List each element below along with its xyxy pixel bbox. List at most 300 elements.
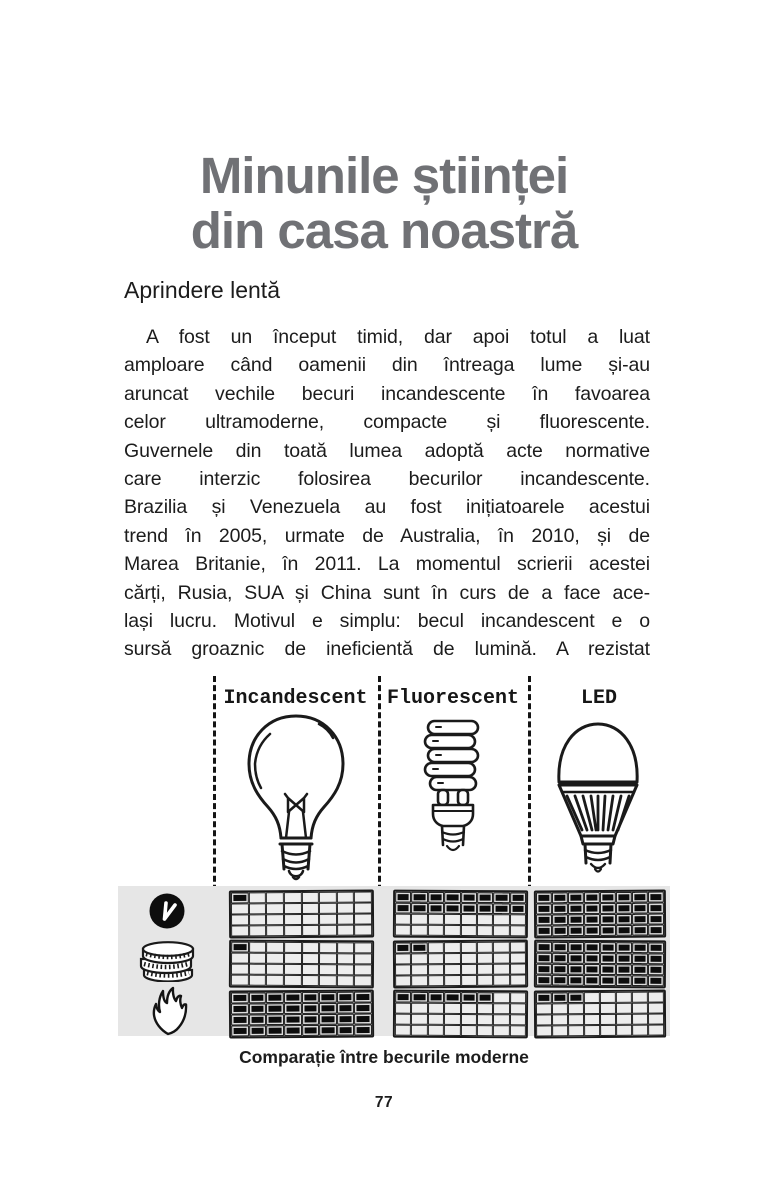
grid-cell-empty xyxy=(510,953,526,964)
grid-cell-filled xyxy=(319,1014,337,1025)
grid-cell-filled xyxy=(584,925,600,936)
grid-cell-filled xyxy=(600,942,616,953)
grid-cell-filled xyxy=(395,892,411,903)
grid-cell-empty xyxy=(337,892,355,903)
grid-cell-filled xyxy=(266,1025,284,1036)
page-number: 77 xyxy=(374,1094,394,1111)
grid-cell-filled xyxy=(600,953,616,964)
grid-cell-empty xyxy=(354,975,372,986)
grid-cell-filled xyxy=(461,903,477,914)
grid-cell-empty xyxy=(493,1014,509,1025)
grid-cell-empty xyxy=(460,953,476,964)
grid-cell-empty xyxy=(337,942,355,953)
grid-cell-empty xyxy=(354,925,372,936)
grid-cell-empty xyxy=(337,903,355,914)
grid-cell-filled xyxy=(600,903,616,914)
grid-cell-empty xyxy=(493,942,509,953)
grid-cell-empty xyxy=(584,992,600,1003)
grid-cell-empty xyxy=(616,992,632,1003)
grid-cell-empty xyxy=(510,1003,526,1014)
grid-cell-empty xyxy=(319,975,337,986)
grid-clock-incandescent xyxy=(229,889,374,938)
grid-cell-empty xyxy=(461,964,477,975)
coins-icon xyxy=(139,940,197,982)
grid-cell-filled xyxy=(616,892,632,903)
grid-cell-empty xyxy=(460,914,476,925)
grid-cell-filled xyxy=(552,914,568,925)
grid-cell-filled xyxy=(337,1025,355,1036)
grid-cell-filled xyxy=(444,892,460,903)
grid-cell-empty xyxy=(536,1014,552,1025)
grid-cell-empty xyxy=(632,1014,648,1025)
grid-cell-empty xyxy=(536,1025,552,1036)
grid-cell-empty xyxy=(395,975,411,986)
grid-cell-empty xyxy=(552,1014,568,1025)
grid-cell-filled xyxy=(284,992,302,1003)
column-label-incandescent: Incandescent xyxy=(223,687,368,710)
grid-cell-empty xyxy=(568,1003,584,1014)
paragraph-line: lași lucru. Motivul e simplu: becul incandescent e o xyxy=(124,609,650,632)
grid-cell-filled xyxy=(616,953,632,964)
grid-cell-filled xyxy=(536,925,552,936)
grid-cell-empty xyxy=(444,914,460,925)
grid-cell-empty xyxy=(600,1025,616,1036)
grid-cell-empty xyxy=(632,1025,648,1036)
grid-cell-empty xyxy=(411,1025,427,1036)
grid-cell-empty xyxy=(509,925,525,936)
grid-cell-filled xyxy=(632,942,648,953)
grid-cell-empty xyxy=(616,1003,632,1014)
grid-cell-empty xyxy=(460,925,476,936)
grid-cell-filled xyxy=(461,892,477,903)
grid-cell-filled xyxy=(632,964,648,975)
grid-cell-empty xyxy=(249,914,267,925)
grid-cell-empty xyxy=(428,942,444,953)
grid-cell-empty xyxy=(568,1014,584,1025)
grid-cell-empty xyxy=(284,925,302,936)
section-heading: Aprindere lentă xyxy=(124,277,280,303)
grid-cell-empty xyxy=(600,992,616,1003)
grid-cell-filled xyxy=(536,964,552,975)
grid-cell-filled xyxy=(552,925,568,936)
column-label-led: LED xyxy=(580,687,617,710)
grid-cell-filled xyxy=(411,892,427,903)
grid-cell-empty xyxy=(354,892,372,903)
grid-cell-empty xyxy=(411,925,427,936)
grid-cell-filled xyxy=(395,903,411,914)
grid-cell-filled xyxy=(600,914,616,925)
grid-cell-filled xyxy=(536,892,552,903)
grid-cell-filled xyxy=(568,914,584,925)
grid-cell-filled xyxy=(337,1003,355,1014)
cfl-spiral-bulb-icon xyxy=(422,718,484,874)
grid-cell-empty xyxy=(493,953,509,964)
grid-cell-filled xyxy=(648,975,664,986)
grid-cell-empty xyxy=(477,914,493,925)
grid-cell-filled xyxy=(477,903,493,914)
grid-cell-filled xyxy=(616,903,632,914)
grid-cell-empty xyxy=(584,1003,600,1014)
grid-cell-filled xyxy=(600,975,616,986)
grid-cell-filled xyxy=(428,992,444,1003)
grid-cell-filled xyxy=(648,914,664,925)
grid-cell-filled xyxy=(395,992,411,1003)
grid-cell-empty xyxy=(249,953,267,964)
grid-cell-filled xyxy=(231,1025,249,1036)
grid-cell-empty xyxy=(302,942,320,953)
grid-cell-filled xyxy=(284,1014,302,1025)
grid-cell-filled xyxy=(648,942,664,953)
grid-cell-empty xyxy=(266,942,284,953)
grid-cell-filled xyxy=(411,903,427,914)
grid-cell-empty xyxy=(395,914,411,925)
grid-cell-filled xyxy=(648,925,664,936)
grid-cell-filled xyxy=(493,892,509,903)
grid-cell-filled xyxy=(411,992,427,1003)
grid-cell-empty xyxy=(411,1014,427,1025)
grid-cell-filled xyxy=(510,892,526,903)
grid-cell-filled xyxy=(552,892,568,903)
grid-cell-empty xyxy=(584,1014,600,1025)
grid-cell-filled xyxy=(552,942,568,953)
grid-cell-filled xyxy=(584,953,600,964)
grid-cell-empty xyxy=(632,992,648,1003)
grid-cell-empty xyxy=(284,964,302,975)
grid-cell-empty xyxy=(552,1025,568,1036)
body-paragraph xyxy=(124,323,650,664)
grid-cell-filled xyxy=(552,903,568,914)
grid-cell-filled xyxy=(648,892,664,903)
grid-cell-empty xyxy=(493,1003,509,1014)
grid-cell-empty xyxy=(477,975,493,986)
grid-cell-filled xyxy=(584,964,600,975)
grid-cell-empty xyxy=(411,964,427,975)
page-title xyxy=(0,148,768,258)
grid-cell-filled xyxy=(568,925,584,936)
grid-cell-filled xyxy=(249,1014,267,1025)
grid-cell-filled xyxy=(632,975,648,986)
grid-coins-incandescent xyxy=(229,940,374,989)
grid-cell-empty xyxy=(266,953,284,964)
grid-cell-empty xyxy=(231,903,249,914)
grid-cell-filled xyxy=(584,892,600,903)
grid-cell-filled xyxy=(568,942,584,953)
grid-cell-empty xyxy=(319,942,337,953)
grid-cell-empty xyxy=(302,953,320,964)
grid-cell-empty xyxy=(477,1014,493,1025)
grid-cell-filled xyxy=(444,903,460,914)
grid-cell-empty xyxy=(510,964,526,975)
grid-cell-empty xyxy=(395,964,411,975)
grid-cell-filled xyxy=(319,1003,337,1014)
grid-cell-empty xyxy=(510,992,526,1003)
grid-cell-empty xyxy=(493,992,509,1003)
grid-cell-empty xyxy=(319,892,337,903)
grid-cell-empty xyxy=(477,925,493,936)
grid-cell-empty xyxy=(428,1025,444,1036)
grid-cell-empty xyxy=(648,1003,664,1014)
grid-cell-empty xyxy=(600,1014,616,1025)
grid-cell-empty xyxy=(302,914,320,925)
grid-coins-fluorescent xyxy=(393,940,528,989)
grid-cell-empty xyxy=(248,892,266,903)
grid-cell-filled xyxy=(632,925,648,936)
grid-cell-filled xyxy=(600,925,616,936)
grid-cell-filled xyxy=(302,1014,320,1025)
grid-cell-filled xyxy=(461,992,477,1003)
incandescent-bulb-icon xyxy=(240,712,352,884)
grid-cell-empty xyxy=(302,925,320,936)
figure-caption: Comparație între becurile moderne xyxy=(239,1047,529,1067)
grid-cell-filled xyxy=(648,964,664,975)
grid-cell-empty xyxy=(460,1014,476,1025)
grid-cell-empty xyxy=(249,903,267,914)
grid-cell-empty xyxy=(266,964,284,975)
grid-cell-empty xyxy=(249,964,267,975)
grid-cell-empty xyxy=(266,925,284,936)
grid-cell-filled xyxy=(337,1014,355,1025)
paragraph-line: care interzic folosirea becurilor incandescente. xyxy=(124,467,650,490)
paragraph-line: celor ultramoderne, compacte și fluorescente. xyxy=(124,411,650,434)
grid-cell-empty xyxy=(616,1025,632,1036)
grid-cell-filled xyxy=(266,1003,284,1014)
grid-cell-filled xyxy=(536,914,552,925)
grid-cell-empty xyxy=(231,964,249,975)
grid-cell-filled xyxy=(510,903,526,914)
paragraph-line: Guvernele din toată lumea adoptă acte normative xyxy=(124,439,650,462)
grid-cell-empty xyxy=(284,903,302,914)
grid-cell-empty xyxy=(337,975,355,986)
grid-cell-empty xyxy=(477,1025,493,1036)
paragraph-line: cărți, Rusia, SUA și China sunt în curs de a face ace- xyxy=(124,581,650,604)
grid-cell-empty xyxy=(477,964,493,975)
grid-cell-empty xyxy=(231,975,249,986)
grid-cell-filled xyxy=(231,992,249,1003)
grid-cell-filled xyxy=(411,942,427,953)
grid-cell-filled xyxy=(600,964,616,975)
grid-cell-empty xyxy=(231,953,249,964)
grid-cell-empty xyxy=(428,975,444,986)
grid-cell-filled xyxy=(248,992,266,1003)
grid-cell-empty xyxy=(301,964,319,975)
grid-cell-empty xyxy=(231,914,249,925)
grid-cell-filled xyxy=(632,914,648,925)
paragraph-line: Brazilia și Venezuela au fost inițiatoarele acestui xyxy=(124,496,650,519)
grid-cell-filled xyxy=(444,992,460,1003)
grid-cell-empty xyxy=(444,1003,460,1014)
grid-cell-filled xyxy=(584,975,600,986)
grid-cell-empty xyxy=(337,964,355,975)
grid-cell-filled xyxy=(319,1025,337,1036)
grid-cell-filled xyxy=(568,953,584,964)
grid-cell-empty xyxy=(411,975,427,986)
grid-cell-empty xyxy=(411,914,427,925)
grid-cell-empty xyxy=(444,975,460,986)
grid-cell-empty xyxy=(266,903,284,914)
grid-cell-empty xyxy=(284,892,302,903)
grid-cell-empty xyxy=(395,953,411,964)
grid-cell-empty xyxy=(266,914,284,925)
grid-cell-empty xyxy=(395,1014,411,1025)
grid-cell-empty xyxy=(444,1025,460,1036)
grid-cell-empty xyxy=(509,1025,525,1036)
title-line-1: Minunile științei xyxy=(199,147,569,205)
grid-cell-empty xyxy=(600,1003,616,1014)
grid-cell-filled xyxy=(616,942,632,953)
grid-cell-empty xyxy=(509,942,525,953)
grid-cell-empty xyxy=(428,914,444,925)
grid-cell-empty xyxy=(493,964,509,975)
grid-cell-filled xyxy=(249,1025,267,1036)
grid-flame-led xyxy=(534,990,666,1039)
grid-cell-empty xyxy=(477,942,493,953)
grid-cell-filled xyxy=(584,914,600,925)
grid-cell-filled xyxy=(552,975,568,986)
grid-cell-empty xyxy=(444,964,460,975)
grid-cell-filled xyxy=(231,942,249,953)
grid-cell-filled xyxy=(616,964,632,975)
paragraph-line: amploare când oamenii din întreaga lume și-au xyxy=(124,354,650,377)
grid-cell-empty xyxy=(428,925,444,936)
grid-cell-empty xyxy=(337,953,355,964)
grid-cell-filled xyxy=(648,903,664,914)
grid-cell-empty xyxy=(337,914,355,925)
grid-cell-filled xyxy=(632,903,648,914)
grid-cell-empty xyxy=(428,1003,444,1014)
grid-cell-empty xyxy=(249,942,267,953)
grid-cell-empty xyxy=(354,942,372,953)
grid-cell-filled xyxy=(266,1014,284,1025)
grid-cell-filled xyxy=(632,892,648,903)
grid-cell-filled xyxy=(428,892,444,903)
grid-cell-empty xyxy=(284,914,302,925)
paragraph-line: trend în 2005, urmate de Australia, în 2010, și de xyxy=(124,524,650,547)
grid-cell-filled xyxy=(648,953,664,964)
grid-cell-filled xyxy=(302,1025,320,1036)
grid-cell-filled xyxy=(536,942,552,953)
grid-cell-filled xyxy=(477,892,493,903)
grid-cell-empty xyxy=(395,1025,411,1036)
grid-flame-incandescent xyxy=(229,989,374,1038)
grid-cell-empty xyxy=(461,1003,477,1014)
grid-cell-filled xyxy=(301,992,319,1003)
grid-cell-empty xyxy=(428,953,444,964)
grid-cell-filled xyxy=(477,992,493,1003)
grid-cell-empty xyxy=(319,964,337,975)
grid-cell-filled xyxy=(354,1003,372,1014)
grid-cell-filled xyxy=(552,992,568,1003)
grid-cell-filled xyxy=(231,1003,249,1014)
grid-cell-empty xyxy=(477,1003,493,1014)
grid-cell-filled xyxy=(354,1014,372,1025)
grid-cell-empty xyxy=(395,925,411,936)
grid-clock-led xyxy=(534,890,666,939)
grid-cell-empty xyxy=(319,914,337,925)
grid-cell-empty xyxy=(301,892,319,903)
grid-cell-empty xyxy=(648,1014,664,1025)
grid-cell-filled xyxy=(354,1025,372,1036)
grid-cell-empty xyxy=(510,914,526,925)
grid-cell-filled xyxy=(354,992,372,1003)
grid-cell-filled xyxy=(568,903,584,914)
grid-cell-empty xyxy=(444,925,460,936)
grid-cell-empty xyxy=(428,964,444,975)
grid-flame-fluorescent xyxy=(393,990,528,1039)
grid-cell-filled xyxy=(249,1003,267,1014)
grid-cell-empty xyxy=(648,1025,664,1036)
grid-cell-empty xyxy=(460,1025,476,1036)
grid-cell-filled xyxy=(568,964,584,975)
grid-cell-empty xyxy=(510,975,526,986)
grid-cell-empty xyxy=(493,975,509,986)
grid-cell-filled xyxy=(568,992,584,1003)
grid-cell-filled xyxy=(536,975,552,986)
grid-cell-filled xyxy=(493,903,509,914)
grid-cell-empty xyxy=(354,964,372,975)
grid-cell-filled xyxy=(319,992,337,1003)
grid-cell-filled xyxy=(584,942,600,953)
grid-cell-filled xyxy=(536,903,552,914)
grid-cell-empty xyxy=(444,953,460,964)
grid-cell-filled xyxy=(266,992,284,1003)
grid-cell-filled xyxy=(536,953,552,964)
paragraph-line: A fost un început timid, dar apoi totul a luat xyxy=(146,326,650,348)
grid-cell-filled xyxy=(284,1025,302,1036)
grid-cell-filled xyxy=(568,975,584,986)
grid-cell-filled xyxy=(284,1003,302,1014)
grid-cell-empty xyxy=(584,1025,600,1036)
grid-cell-empty xyxy=(284,942,302,953)
grid-cell-filled xyxy=(395,942,411,953)
grid-cell-empty xyxy=(444,1014,460,1025)
paragraph-line: sursă groaznic de ineficientă de lumină. A rezistat xyxy=(124,638,650,661)
grid-cell-empty xyxy=(301,903,319,914)
grid-cell-empty xyxy=(319,925,337,936)
grid-cell-empty xyxy=(477,953,493,964)
grid-cell-empty xyxy=(284,953,302,964)
grid-cell-empty xyxy=(319,953,337,964)
grid-cell-empty xyxy=(354,914,372,925)
led-bulb-icon xyxy=(551,720,645,878)
grid-cell-filled xyxy=(616,975,632,986)
grid-cell-filled xyxy=(584,903,600,914)
grid-cell-empty xyxy=(249,925,267,936)
grid-cell-filled xyxy=(632,953,648,964)
grid-cell-filled xyxy=(301,1003,319,1014)
grid-cell-empty xyxy=(337,925,355,936)
grid-cell-empty xyxy=(648,992,664,1003)
title-line-2: din casa noastră xyxy=(190,202,578,260)
grid-cell-filled xyxy=(536,992,552,1003)
grid-cell-empty xyxy=(510,1014,526,1025)
grid-cell-empty xyxy=(231,925,249,936)
grid-cell-filled xyxy=(428,903,444,914)
grid-cell-filled xyxy=(600,892,616,903)
grid-cell-empty xyxy=(428,1014,444,1025)
grid-cell-empty xyxy=(536,1003,552,1014)
grid-cell-empty xyxy=(461,975,477,986)
grid-cell-empty xyxy=(248,975,266,986)
flame-icon xyxy=(146,986,190,1036)
grid-cell-empty xyxy=(460,942,476,953)
grid-cell-empty xyxy=(354,903,372,914)
grid-cell-filled xyxy=(568,892,584,903)
column-label-fluorescent: Fluorescent xyxy=(386,687,520,710)
grid-cell-empty xyxy=(493,914,509,925)
grid-cell-empty xyxy=(411,953,427,964)
grid-cell-empty xyxy=(395,1003,411,1014)
grid-coins-led xyxy=(534,940,666,989)
